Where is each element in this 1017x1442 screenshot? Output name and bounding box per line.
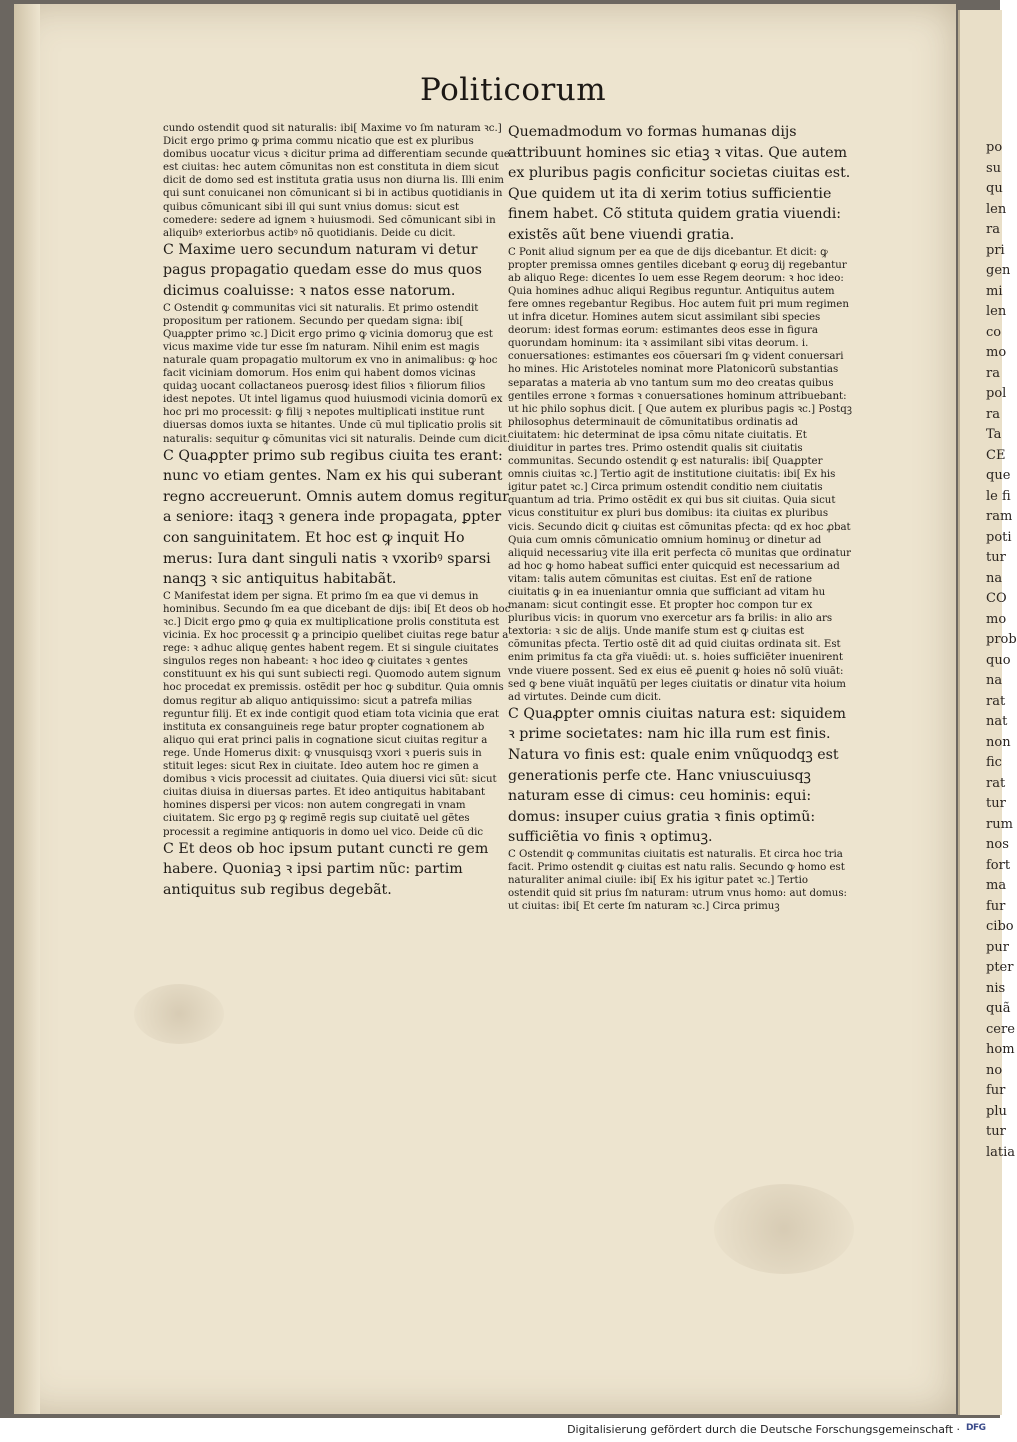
paper-stain (714, 1184, 854, 1274)
commentary-paragraph: cundo ostendit quod sit naturalis: ibi[ Maxime vo ſm naturam ꝛc.] Dicit ergo primo ꝙ prima commu nicatio que est ex pluribus domibus uocatur vicus ꝛ dicitur prima ad differentiam secunde que est ciuitas: hec autem cõmunitas non est constituta in diem sicut dicit de domo sed est instituta gratia usus non diurna lis. Illi enim qui sunt conuicanei non cõmunicant si bi in actibus quotidianis in quibus cõmunicant sibi ill qui sunt vnius domus: sicut est comedere: sedere ad ignem ꝛ huiusmodi. Sed cõmunicant sibi in aliquibꝰ exteriorbus actibꝰ nõ quotidianis. Deide cu dicit. (163, 123, 510, 239)
right-column (508, 122, 853, 913)
commentary-paragraph: C Ostendit ꝙ communitas ciuitatis est naturalis. Et circa hoc tria facit. Primo ostendit ꝙ ciuitas est natu ralis. Secundo ꝙ homo est naturaliter animal ciuile: ibi[ Ex his igitur patet ꝛc.] Tertio ostendit quid sit prius ſm naturam: utrum vnus homo: aut domus: ut ciuitas: ibi[ Et certe ſm naturam ꝛc.] Circa primuꝫ (508, 849, 847, 913)
commentary-paragraph: C Ostendit ꝙ communitas vici sit naturalis. Et primo ostendit propositum per rationem. Secundo per quedam signa: ibi[ Quaꝓpter primo ꝛc.] Dicit ergo primo ꝙ vicinia domoruꝫ que est vicus maxime vide tur esse ſm naturam. Nihil enim est magis naturale quam propagatio multorum ex vno in animalibus: ꝙ hoc facit viciniam domorum. Hos enim qui habent domos vicinas quidaꝫ uocant collactaneos puerosꝙ idest filios ꝛ filiorum filios idest nepotes. Ut intel ligamus quod huiusmodi vicinia domorũ ex hoc pri mo processit: ꝙ filij ꝛ nepotes multiplicati institue runt diuersas domos iuxta se hitantes. Unde cũ mul tiplicatio prolis sit naturalis: sequitur ꝙ cõmunitas vici sit naturalis. Deinde cum dicit. (163, 302, 510, 445)
text-passage: C Maxime uero secundum naturam vi detur pagus propagatio quedam esse do mus quos dicimus coaluisse: ꝛ natos esse natorum. (163, 241, 482, 300)
adjacent-page-edge (958, 10, 1017, 1415)
page-gutter-shadow (14, 4, 40, 1414)
text-passage: Quemadmodum vo formas humanas dijs attribuunt homines sic etiaꝫ ꝛ vitas. Que autem ex pluribus pagis conficitur societas ciuitas est. Que quidem ut ita di xerim totius sufficientie finem habet. Cõ stituta quidem gratia viuendi: existẽs aũt bene viuendi gratia. (508, 124, 851, 243)
dfg-logo: DFG (966, 1423, 986, 1433)
commentary-paragraph: C Ponit aliud signum per ea que de dijs dicebantur. Et dicit: ꝙ propter premissa omnes gentiles dicebant ꝙ eoruꝫ dij regebantur ab aliquo Rege: dicentes Io uem esse Regem deorum: ꝛ hoc ideo: Quia homines adhuc aliqui Regibus reguntur. Antiquitus autem fere omnes regebantur Regibus. Hoc autem fuit pri mum regimen ut infra dicetur. Homines autem sicut assimilant sibi species deorum: idest formas eorum: estimantes deos esse in figura quorundam hominum: ita ꝛ assimilant sibi vitas deorum. i. conuersationes: estimantes eos cõuersari ſm ꝙ vident conuersari ho mines. Hic Aristoteles nominat more Platonicorũ substantias separatas a materia ab vno tantum sum mo deo creatas quibus gentiles errone ꝛ formas ꝛ conuersationes hominum attribuebant: ut hic philo sophus dicit. [ Que autem ex pluribus pagis ꝛc.] Postqꝫ philosophus determinauit de cõmunitatibus ordinatis ad ciuitatem: hic determinat de ipsa cõmu nitate ciuitatis. Et diuiditur in partes tres. Primo ostendit qualis sit ciuitatis communitas. Secundo ostendit ꝙ est naturalis: ibi[ Quaꝓpter omnis ciuitas ꝛc.] Tertio agit de institutione ciuitatis: ibi[ Ex his igitur patet ꝛc.] Circa primum ostendit conditio nem ciuitatis quantum ad tria. Primo ostẽdit ex qui bus sit ciuitas. Quia sicut vicus constituitur ex pluri bus domibus: ita ciuitas ex pluribus vicis. Secundo dicit ꝙ ciuitas est cõmunitas pfecta: qd ex hoc ꝓbat Quia cum omnis cõmunicatio omnium hominuꝫ or dinetur ad aliquid necessariuꝫ vite illa erit perfecta cõ munitas que ordinatur ad hoc ꝙ homo habeat suffici enter quicquid est necessarium ad vitam: talis autem cõmunitas est ciuitas. Est enĩ de ratione ciuitatis ꝙ in ea inueniantur omnia que sufficiant ad vitam hu manam: sicut contingit esse. Et propter hoc compon tur ex pluribus vicis: in quorum vno exercetur ars fa brilis: in alio ars textoria: ꝛ sic de alijs. Unde manife stum est ꝙ ciuitas est cõmunitas pfecta. Tertio ostẽ dit ad quid ciuitas ordinata sit. Est enim primitus fa cta gr̃a viuẽdi: ut. s. hoies sufficiẽter inuenirent vnde viuere possent. Sed ex eius eẽ ꝓuenit ꝙ hoies nõ solũ viuãt: sed ꝙ bene viuãt inquãtũ per leges ciuitatis or dinatur vita hoium ad virtutes. Deinde cum dicit. (508, 246, 852, 703)
running-head: Politicorum (420, 72, 607, 108)
commentary-paragraph: C Manifestat idem per signa. Et primo ſm ea que vi demus in hominibus. Secundo ſm ea que dicebant de dijs: ibi[ Et deos ob hoc ꝛc.] Dicit ergo ꝑmo ꝙ quia ex multiplicatione prolis constituta est vicinia. Ex hoc processit ꝙ a principio quelibet ciuitas rege batur a rege: ꝛ adhuc aliquę gentes habent regem. Et si singule ciuitates singulos reges non habeant: ꝛ hoc ideo ꝙ ciuitates ꝛ gentes constituunt ex his qui sunt subiecti regi. Quomodo autem signum hoc procedat ex premissis. ostẽdit per hoc ꝙ subditur. Quia omnis domus regitur ab aliquo antiquissimo: sicut a patrefa milias reguntur filij. Et ex inde contigit quod etiam tota vicinia que erat instituta ex consanguineis rege batur propter cognationem ab aliquo qui erat princi palis in cognatione sicut ciuitas regitur a rege. Unde Homerus dixit: ꝙ vnusquisqꝫ vxori ꝛ pueris suis in stituit leges: sicut Rex in ciuitate. Ideo autem hoc re gimen a domibus ꝛ vicis processit ad ciuitates. Quia diuersi vici sũt: sicut ciuitas diuisa in diuersas partes. Et ideo antiquitus habitabant homines dispersi per vicos: non autem congregati in vnam ciuitatem. Sic ergo pꝫ ꝙ regimẽ regis sup ciuitatẽ uel gẽtes processit a regimine antiquoris in domo uel vico. Deide cũ dic (163, 590, 511, 838)
adjacent-page-text: po su qu len ra pri gen mi len co mo ra pol ra Ta CE que le fi ram poti tur na CO mo prob quo na rat nat non fic rat tur rum nos fort ma fur cibo pur pter nis quã cere hom no fur plu tur latia (986, 140, 1017, 1160)
text-passage: C Quaꝓpter primo sub regibus ciuita tes erant: nunc vo etiam gentes. Nam ex his qui suberant regno accreuerunt. Omnis autem domus regitur a seniore: itaqꝫ ꝛ genera inde propagata, ꝑpter con sanguinitatem. Et hoc est ꝙ inquit Ho merus: Iura dant singuli natis ꝛ vxoribꝰ sparsi nanqꝫ ꝛ sic antiquitus habitabãt. (163, 447, 509, 588)
paper-stain (134, 984, 224, 1044)
left-column (163, 122, 511, 900)
text-passage: C Quaꝓpter omnis ciuitas natura est: siquidem ꝛ prime societates: nam hic illa rum est finis. Natura vo finis est: quale enim vnũquodqꝫ est generationis perfe cte. Hanc vniuscuiusqꝫ naturam esse di cimus: ceu hominis: equi: domus: insuper cuius gratia ꝛ finis optimũ: sufficiẽtia vo finis ꝛ optimuꝫ. (508, 705, 846, 846)
text-passage: C Et deos ob hoc ipsum putant cuncti re gem habere. Quoniaꝫ ꝛ ipsi partim nũc: partim antiquitus sub regibus degebãt. (163, 840, 489, 898)
funding-notice: Digitalisierung gefördert durch die Deutsche Forschungsgemeinschaft · (567, 1423, 960, 1436)
footer-bar (0, 1418, 1000, 1442)
